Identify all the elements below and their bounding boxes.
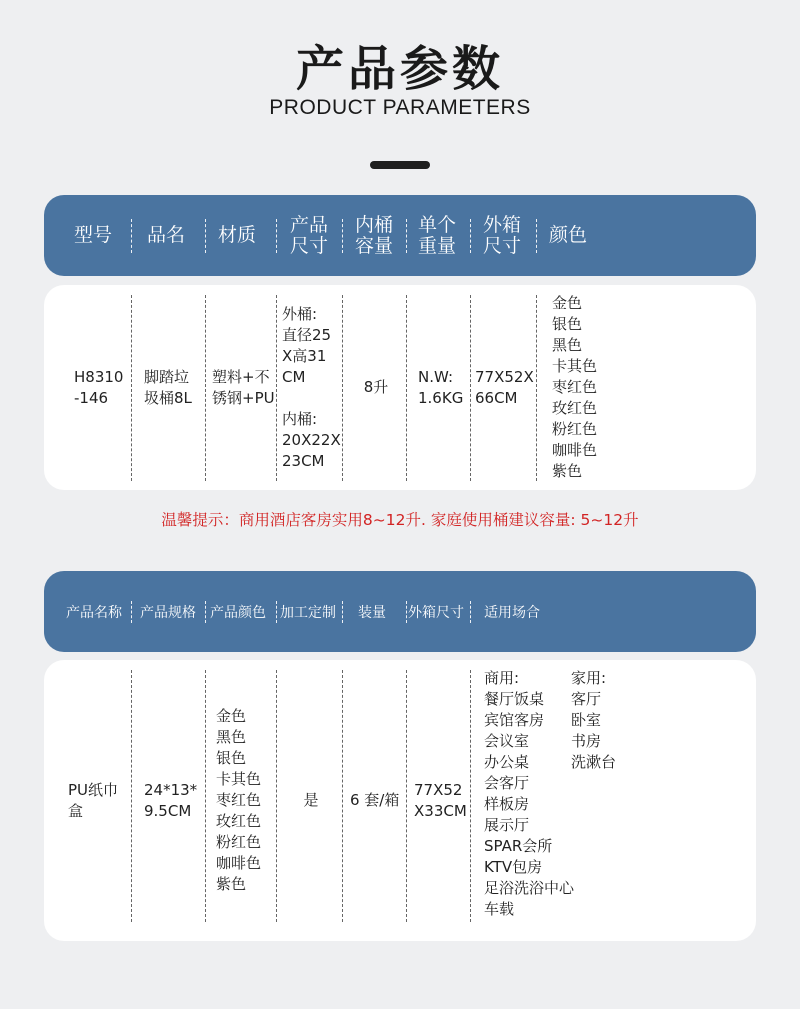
- table1-row: [44, 285, 756, 490]
- header-divider: [205, 219, 206, 253]
- header-divider: [276, 219, 277, 253]
- commercial-label: 商用:: [484, 669, 520, 687]
- column-divider: [536, 295, 537, 481]
- cell2-colors: 金色 黑色 银色 卡其色 枣红色 玫红色 粉红色 咖啡色 紫色: [216, 707, 262, 893]
- th-name: 品名: [147, 224, 186, 246]
- column-divider: [470, 670, 471, 922]
- th2-custom: 加工定制: [280, 604, 336, 621]
- cell2-name: PU纸巾 盒: [68, 780, 119, 820]
- cell2-packing: 6 套/箱: [350, 791, 400, 809]
- table1-header: [44, 195, 756, 276]
- th2-colors: 产品颜色: [210, 604, 266, 621]
- th-model: 型号: [74, 224, 113, 246]
- home-label: 家用:: [571, 669, 607, 687]
- cell-colors: 金色 银色 黑色 卡其色 枣红色 玫红色 粉红色 咖啡色 紫色: [552, 294, 598, 480]
- th2-packing: 装量: [358, 604, 386, 621]
- th-carton: 外箱 尺寸: [483, 213, 522, 257]
- header-divider: [342, 219, 343, 253]
- header-divider: [536, 219, 537, 253]
- th-size: 产品 尺寸: [290, 213, 329, 257]
- th2-spec: 产品规格: [140, 604, 196, 621]
- cell-size: 外桶: 直径25 X高31 CM 内桶: 20X22X 23CM: [282, 304, 341, 470]
- th-capacity: 内桶 容量: [355, 213, 394, 257]
- column-divider: [205, 670, 206, 922]
- header-divider: [276, 601, 277, 623]
- header-divider: [131, 219, 132, 253]
- cell2-commercial: 商用: 餐厅饭桌 宾馆客房 会议室 办公桌 会客厅 样板房 展示厅 SPAR会所 KTV包房 足浴洗浴中心 车载: [484, 669, 575, 918]
- table2-row: [44, 660, 756, 941]
- table2-header: [44, 571, 756, 652]
- column-divider: [276, 670, 277, 922]
- column-divider: [406, 295, 407, 481]
- cell-material: 塑料+不 锈钢+PU: [212, 367, 275, 407]
- th2-usage: 适用场合: [484, 604, 540, 621]
- column-divider: [276, 295, 277, 481]
- cell-weight: N.W: 1.6KG: [418, 367, 464, 407]
- column-divider: [342, 670, 343, 922]
- title-divider: [370, 161, 430, 169]
- column-divider: [205, 295, 206, 481]
- header-divider: [470, 601, 471, 623]
- th-material: 材质: [218, 224, 257, 246]
- cell-capacity: 8升: [363, 378, 389, 396]
- th2-name: 产品名称: [66, 604, 122, 621]
- column-divider: [406, 670, 407, 922]
- header-divider: [470, 219, 471, 253]
- column-divider: [470, 295, 471, 481]
- cell2-custom: 是: [303, 791, 319, 809]
- page-subtitle: PRODUCT PARAMETERS: [269, 96, 531, 119]
- cell2-carton: 77X52 X33CM: [414, 780, 467, 820]
- header-divider: [342, 601, 343, 623]
- notice-text: 温馨提示：商用酒店客房实用8~12升. 家庭使用桶建议容量: 5~12升: [161, 511, 639, 529]
- header-divider: [205, 601, 206, 623]
- column-divider: [342, 295, 343, 481]
- header-divider: [131, 601, 132, 623]
- page-title: 产品参数: [295, 41, 504, 97]
- cell-carton: 77X52X 66CM: [475, 367, 534, 407]
- cell-model: H8310 -146: [74, 367, 124, 407]
- cell2-spec: 24*13* 9.5CM: [144, 780, 198, 820]
- th-weight: 单个 重量: [418, 213, 457, 257]
- cell-product-name: 脚踏垃 圾桶8L: [144, 367, 192, 407]
- column-divider: [131, 295, 132, 481]
- th2-carton: 外箱尺寸: [408, 604, 464, 621]
- header-divider: [406, 219, 407, 253]
- column-divider: [131, 670, 132, 922]
- th-colors: 颜色: [549, 224, 588, 246]
- header-divider: [406, 601, 407, 623]
- cell2-home: 家用: 客厅 卧室 书房 洗漱台: [571, 669, 617, 771]
